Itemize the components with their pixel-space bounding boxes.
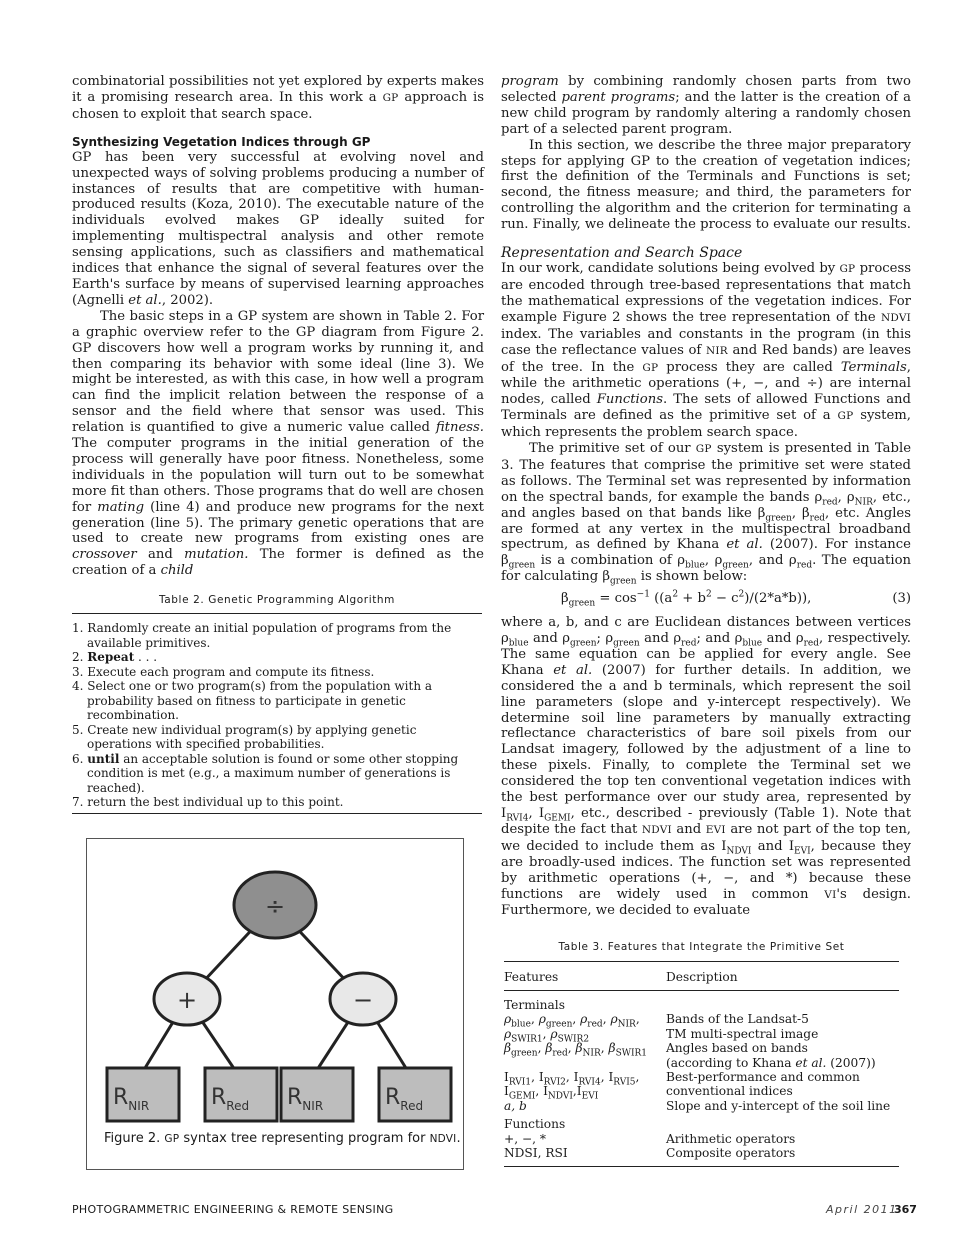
equation-number: (3)	[892, 591, 911, 607]
table-rule	[504, 990, 899, 991]
list-item: 2. Repeat . . .	[72, 650, 158, 664]
list-item: 6. until an acceptable solution is found or some other stopping condition is met (e.g., a maximum number of generations is reached).	[72, 751, 459, 795]
table2-caption: Table 2. Genetic Programming Algorithm	[158, 594, 396, 606]
plus-operator: +	[176, 986, 198, 1014]
text: and	[147, 547, 173, 563]
body-paragraph: The primitive set of our GP system is presented in Table 3. The features that comprise the primitive set were stated as follows. The Terminal set was represented by information on the spectral bands, for example the bands $\rho_{red}$, $\rho_{NIR}$, etc., and angles based on that bands like $\beta_{green}$, $\beta_{red}$, etc. Angles are formed at any vertex in the multispectral broadband spectrum, as defined by Khana et al. (2007). For instance $\beta_{green}$ is a combination of $\rho_{blue}$, $\rho_{green}$, and $\rho_{red}$. The equation for calculating $\beta_{green}$ is shown below:	[501, 441, 912, 587]
leaf-label: $R_{NIR}$	[287, 1085, 324, 1113]
left-column	[72, 74, 484, 579]
body-paragraph	[72, 74, 484, 123]
text: GP has been very successful at evolving novel and unexpected ways of solving problems producing a number of instances of results that are competitive with human-produced results (Koza, 2010). The executable nature of the individuals evolved makes GP ideally suited for implementing multispectral analysis and other remote sensing applications, such as classifiers and mathematical indices that enhance the signal of several features over the Earth's surface by means of supervised learning approaches (Agnelli	[72, 149, 484, 308]
table-cell: Arithmetic operators	[666, 1131, 796, 1146]
table-rule	[504, 1166, 899, 1167]
body-paragraph: where a, b, and c are Euclidean distances between vertices $\rho_{blue}$ and $\rho_{green}$; $\rho_{green}$ and $\rho_{red}$; and $\rho_{blue}$ and $\rho_{red}$, respectively. The same equation can be applied for every angle. See Khana et al. (2007) for further details. In addition, we considered the a and b terminals, which represent the soil line parameters (slope and y-intercept respectively). We determine soil line parameters by manually extracting reflectance characteristics of bare soil pixels from our Landsat imagery, followed by the adjustment of a line to these pixels. Finally, to complete the Terminal set we considered the top ten conventional vegetation indices with the best performance over our study area, represented by $I_{RVI4}$, $I_{GEMI}$, etc., described - previously (Table 1). Note that despite the fact that NDVI and EVI are not part of the top ten, we decided to include them as $I_{NDVI}$ and $I_{EVI}$, because they are broadly-used indices. The function set was represented by arithmetic operations (+, −, and *) because these functions are widely used in common VI's design. Furthermore, we decided to evaluate	[501, 615, 912, 919]
figure2-frame	[86, 838, 464, 1170]
divide-operator: ÷	[264, 892, 286, 920]
text: child	[160, 563, 194, 579]
text: , 2002).	[161, 292, 214, 308]
page-number: 367	[894, 1203, 917, 1216]
section-heading: Synthesizing Vegetation Indices through GP	[72, 134, 371, 149]
leaf-label: $R_{Red}$	[211, 1085, 250, 1113]
issue-date: April 2011	[826, 1203, 898, 1216]
text: fitness.	[435, 420, 484, 436]
text: combinatorial possibilities not yet explored by experts makes it a promising research area. In this work a	[72, 74, 484, 105]
table-rule	[72, 613, 482, 614]
text: mating	[97, 499, 145, 515]
body-paragraph: In our work, candidate solutions being evolved by GP process are encoded through tree-based representations that match the mathematical expressions of the vegetation indices. For example Figure 2 shows the tree representation of the NDVI index. The variables and constants in the program (in this case the reflectance values of NIR and Red bands) are leaves of the tree. In the GP process they are called Terminals, while the arithmetic operations (+, −, and ÷) are internal nodes, called Functions. The sets of allowed Functions and Terminals are defined as the primitive set of a GP system, which represents the problem search space.	[501, 261, 911, 441]
figure2-caption: Figure 2. GP syntax tree representing program for NDVI.	[104, 1131, 461, 1146]
text: The former is defined as the creation of a	[72, 547, 484, 579]
list-item: 7. return the best individual up to this point.	[72, 795, 344, 809]
table3-header	[504, 970, 899, 984]
table-group-label: Functions	[504, 1117, 566, 1132]
column-header: Description	[666, 970, 738, 984]
text: (line 4) and produce new programs for the next generation (line 5). The primary genetic operations that are used to create new programs from existing ones are	[72, 499, 484, 547]
list-item: 4. Select one or two program(s) from the population with a probability based on fitness to participate in genetic recombination.	[72, 679, 433, 722]
leaf-label: $R_{NIR}$	[113, 1085, 150, 1113]
table-cell: Composite operators	[666, 1146, 796, 1161]
text: The basic steps in a GP system are shown in Table 2. For a graphic overview refer to the GP diagram from Figure 2. GP discovers how well a program works by running it, and then comparing its behavior with some ideal (line 3). We might be interested, as with this case, in how well a program can find the implicit relation between the response of a sensor and the field where that sensor was used. This relation is quantified to give a numeric value called	[72, 308, 484, 436]
body-paragraph: In this section, we describe the three major preparatory steps for applying GP to the creation of vegetation indices; first the definition of the Terminals and Functions is set; second, the fitness measure; and third, the parameters for controlling the algorithm and the criterion for terminating a run. Finally, we delineate the process to evaluate our results.	[501, 137, 911, 233]
column-header: Features	[504, 970, 559, 984]
subsection-heading: Representation and Search Space	[501, 245, 743, 262]
journal-name: PHOTOGRAMMETRIC ENGINEERING & REMOTE SENSING	[72, 1203, 394, 1216]
table-cell: +, −, *	[504, 1131, 547, 1146]
table-cell: Bands of the Landsat-5 TM multi-spectral image Angles based on bands (according to Khana et al. (2007))	[666, 1012, 876, 1070]
table-row	[504, 1012, 899, 1070]
table-row	[504, 1132, 899, 1146]
text: The computer programs in the initial generation of the process will generally have poor fitness. Nonetheless, some individuals in the population will turn out to be somewhat more fit than others. Those programs that do well are chosen for	[72, 436, 484, 515]
body-paragraph	[72, 309, 484, 579]
text: approach is chosen to exploit that search space.	[72, 89, 484, 122]
list-item: 1. Randomly create an initial population of programs from the available primitives.	[72, 621, 452, 650]
table-row	[504, 1146, 899, 1160]
minus-operator: −	[352, 986, 374, 1014]
table-row	[504, 1070, 899, 1113]
list-item: 5. Create new individual program(s) by applying genetic operations with specified probabilities.	[72, 722, 417, 751]
table-rule	[504, 961, 899, 962]
body-paragraph	[72, 150, 484, 309]
equation-body: $\beta_{green} = \cos^{-1} ((a^2 + b^2 - c^2)/(2*a*b))$,	[561, 589, 812, 609]
table3-caption: Table 3. Features that Integrate the Primitive Set	[558, 941, 845, 953]
table-rule	[72, 813, 482, 814]
table-cell: $I_{RVI1}$, $I_{RVI2}$, $I_{RVI4}$, $I_{RVI5}$, $I_{GEMI}$, $I_{NDVI},I_{EVI}$ a, b	[504, 1070, 640, 1113]
table-cell: NDSI, RSI	[504, 1146, 568, 1161]
list-item: 3. Execute each program and compute its fitness.	[72, 664, 375, 679]
right-column	[501, 74, 911, 919]
table3-body	[504, 998, 899, 1160]
text: mutation.	[184, 547, 249, 563]
equation	[501, 591, 911, 607]
text: et al.	[128, 292, 162, 308]
text: crossover	[72, 547, 137, 563]
table-cell: Best-performance and common conventional indices Slope and y-intercept of the soil line	[666, 1070, 891, 1113]
table-cell: $\rho_{blue}$, $\rho_{green}$, $\rho_{red}$, $\rho_{NIR}$, $\rho_{SWIR1}$, $\rho_{SWIR2}$ $\beta_{green}$, $\beta_{red}$, $\beta_{NIR}$, $\beta_{SWIR1}$	[504, 1012, 648, 1059]
table2-list	[72, 621, 482, 810]
table-group-label: Terminals	[504, 998, 565, 1012]
text: GP	[382, 91, 399, 104]
leaf-label: $R_{Red}$	[385, 1085, 424, 1113]
body-paragraph: program by combining randomly chosen parts from two selected parent programs; and the latter is the creation of a new child program by randomly altering a randomly chosen part of a selected parent program.	[501, 74, 912, 137]
syntax-tree-diagram	[87, 839, 463, 1169]
